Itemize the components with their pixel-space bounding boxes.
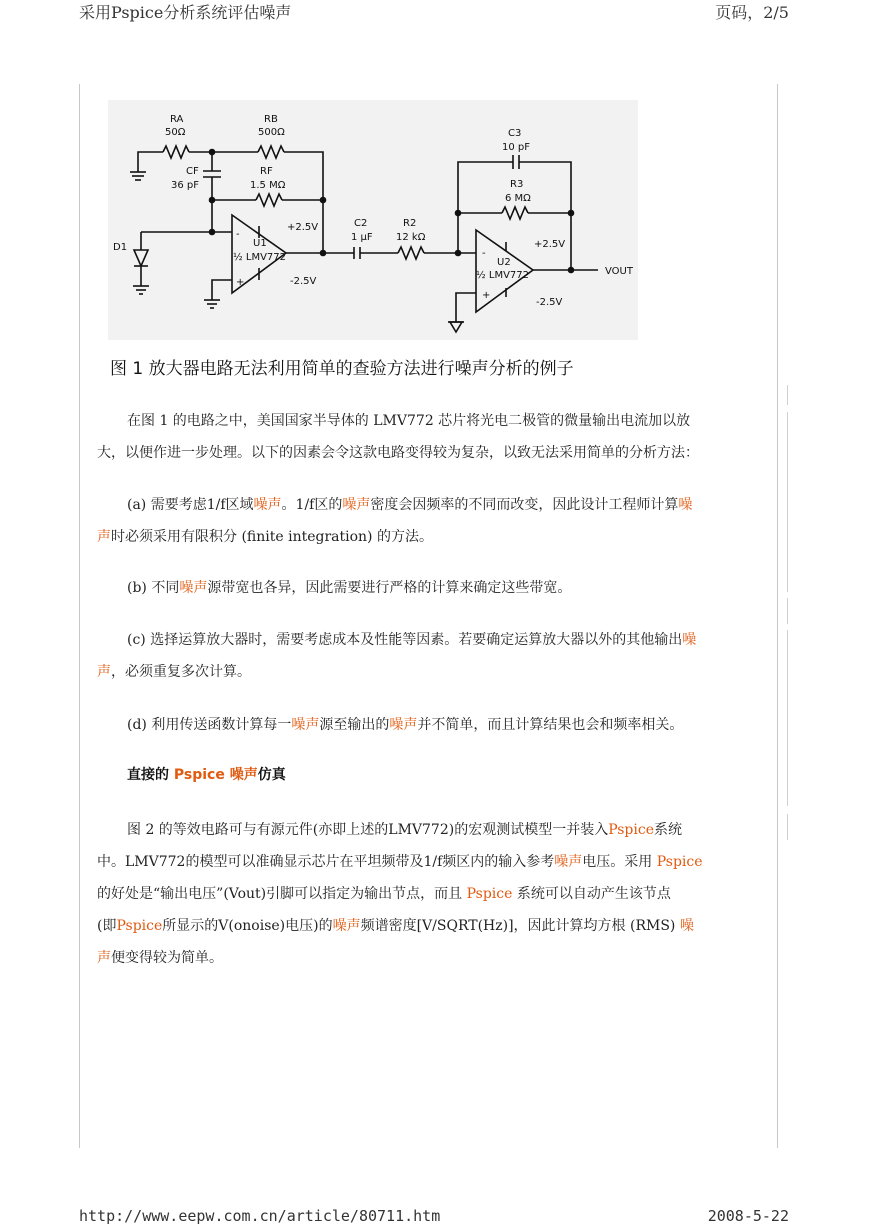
text-span: (a) 需要考虑1/f区域 <box>127 497 254 513</box>
side-divider <box>787 814 792 840</box>
footer-date: 2008-5-22 <box>707 1207 789 1225</box>
text-span: 所显示的V(onoise)电压)的 <box>162 918 333 934</box>
text-span: 时必须采用有限积分 (finite integration) 的方法。 <box>111 529 433 545</box>
u1-label: U1 <box>253 238 267 249</box>
intro-line-2: 大，以便作进一步处理。以下的因素会令这款电路变得较为复杂，以致无法采用简单的分析方法： <box>97 445 699 461</box>
r3-label: R3 <box>510 179 524 190</box>
highlight-noise: 噪 <box>682 632 697 648</box>
highlight-noise: 声 <box>97 529 111 545</box>
r2-value: 12 kΩ <box>396 232 426 243</box>
text-span: (即 <box>97 918 117 934</box>
text-span: (b) 不同 <box>127 580 180 596</box>
intro-line-1: 在图 1 的电路之中，美国国家半导体的 LMV772 芯片将光电二极管的微量输出电流加以放 <box>127 413 691 429</box>
r2-label: R2 <box>403 218 417 229</box>
text-span: 电压。采用 <box>582 854 657 870</box>
circuit-schematic <box>108 100 638 340</box>
highlight-noise: 噪声 <box>291 717 320 733</box>
text-span: 密度会因频率的不同而改变，因此设计工程师计算 <box>370 497 679 513</box>
highlight-noise: 噪声 <box>554 854 583 870</box>
highlight-pspice: Pspice <box>116 918 163 934</box>
u1-part: ½ LMV772 <box>233 252 286 263</box>
highlight-noise: 声 <box>97 664 111 680</box>
rb-value: 500Ω <box>258 127 285 138</box>
highlight-pspice: Pspice <box>466 886 513 902</box>
highlight-pspice: Pspice <box>608 822 654 838</box>
u2-minus: - <box>482 248 486 259</box>
side-divider <box>787 630 792 806</box>
text-span: 源带宽也各异，因此需要进行严格的计算来确定这些带宽。 <box>207 580 572 596</box>
vout-label: VOUT <box>605 266 633 277</box>
text-span: (c) 选择运算放大器时，需要考虑成本及性能等因素。若要确定运算放大器以外的其他输出 <box>127 632 683 648</box>
side-divider <box>787 385 792 405</box>
paragraph-pspice <box>97 814 753 974</box>
u2-vneg: -2.5V <box>536 297 563 308</box>
u1-vpos: +2.5V <box>287 222 319 233</box>
highlight-noise: 噪声 <box>332 918 361 934</box>
u2-label: U2 <box>497 257 511 268</box>
footer-url[interactable]: http://www.eepw.com.cn/article/80711.htm <box>79 1207 441 1225</box>
r3-value: 6 MΩ <box>505 193 531 204</box>
c3-value: 10 pF <box>502 142 531 153</box>
text-span: ，必须重复多次计算。 <box>111 664 251 680</box>
side-divider <box>787 598 792 624</box>
u2-part: ½ LMV772 <box>476 270 529 281</box>
page-header <box>79 0 789 24</box>
u1-minus: - <box>236 229 240 240</box>
header-page-number: 页码，2/5 <box>715 3 789 22</box>
cf-label: CF <box>186 166 199 177</box>
text-span: 并不简单，而且计算结果也会和频率相关。 <box>417 717 684 733</box>
rb-label: RB <box>264 114 278 125</box>
cf-value: 36 pF <box>171 180 200 191</box>
ra-label: RA <box>170 114 184 125</box>
highlight-noise: 噪声 <box>342 497 371 513</box>
paragraph-d <box>97 709 753 741</box>
u1-plus: + <box>236 277 245 288</box>
text-span: 中。LMV772的模型可以准确显示芯片在平坦频带及1/f频区内的输入参考 <box>97 854 555 870</box>
highlight-pspice: Pspice <box>656 854 703 870</box>
d1-label: D1 <box>113 242 128 253</box>
text-span: 源至输出的 <box>319 717 390 733</box>
highlight-noise: 噪 <box>678 497 693 513</box>
ra-value: 50Ω <box>165 127 186 138</box>
c3-label: C3 <box>508 128 522 139</box>
highlight-pspice-noise: Pspice 噪声 <box>173 767 258 783</box>
paragraph-a <box>97 489 753 553</box>
u2-vpos: +2.5V <box>534 239 566 250</box>
text-span: 。1/f区的 <box>281 497 343 513</box>
text-span: 便变得较为简单。 <box>111 950 223 966</box>
highlight-noise: 噪声 <box>253 497 282 513</box>
rf-value: 1.5 MΩ <box>250 180 286 191</box>
c2-label: C2 <box>354 218 368 229</box>
u1-vneg: -2.5V <box>290 276 317 287</box>
header-title: 采用Pspice分析系统评估噪声 <box>79 3 292 22</box>
highlight-noise: 噪声 <box>179 580 208 596</box>
highlight-noise: 声 <box>97 950 111 966</box>
section-subheading <box>127 764 286 784</box>
text-span: (d) 利用传送函数计算每一 <box>127 717 292 733</box>
text-span: 直接的 <box>127 767 174 783</box>
text-span: 的好处是“输出电压”(Vout)引脚可以指定为输出节点，而且 <box>97 886 467 902</box>
c2-value: 1 µF <box>351 232 373 243</box>
text-span: 仿真 <box>257 767 286 783</box>
paragraph-intro <box>97 405 753 469</box>
text-span: 系统 <box>654 822 682 838</box>
text-span: 图 2 的等效电路可与有源元件(亦即上述的LMV772)的宏观测试模型一并装入 <box>127 822 609 838</box>
highlight-noise: 噪声 <box>389 717 418 733</box>
rf-label: RF <box>260 166 273 177</box>
u2-plus: + <box>482 290 491 301</box>
paragraph-c <box>97 624 753 688</box>
figure-caption: 图 1 放大器电路无法利用简单的查验方法进行噪声分析的例子 <box>110 359 574 379</box>
highlight-noise: 噪 <box>679 918 694 934</box>
text-span: 系统可以自动产生该节点 <box>512 886 671 902</box>
side-divider <box>787 412 792 592</box>
text-span: 频谱密度[V/SQRT(Hz)]，因此计算均方根 (RMS) <box>360 918 680 934</box>
paragraph-b <box>97 572 753 604</box>
